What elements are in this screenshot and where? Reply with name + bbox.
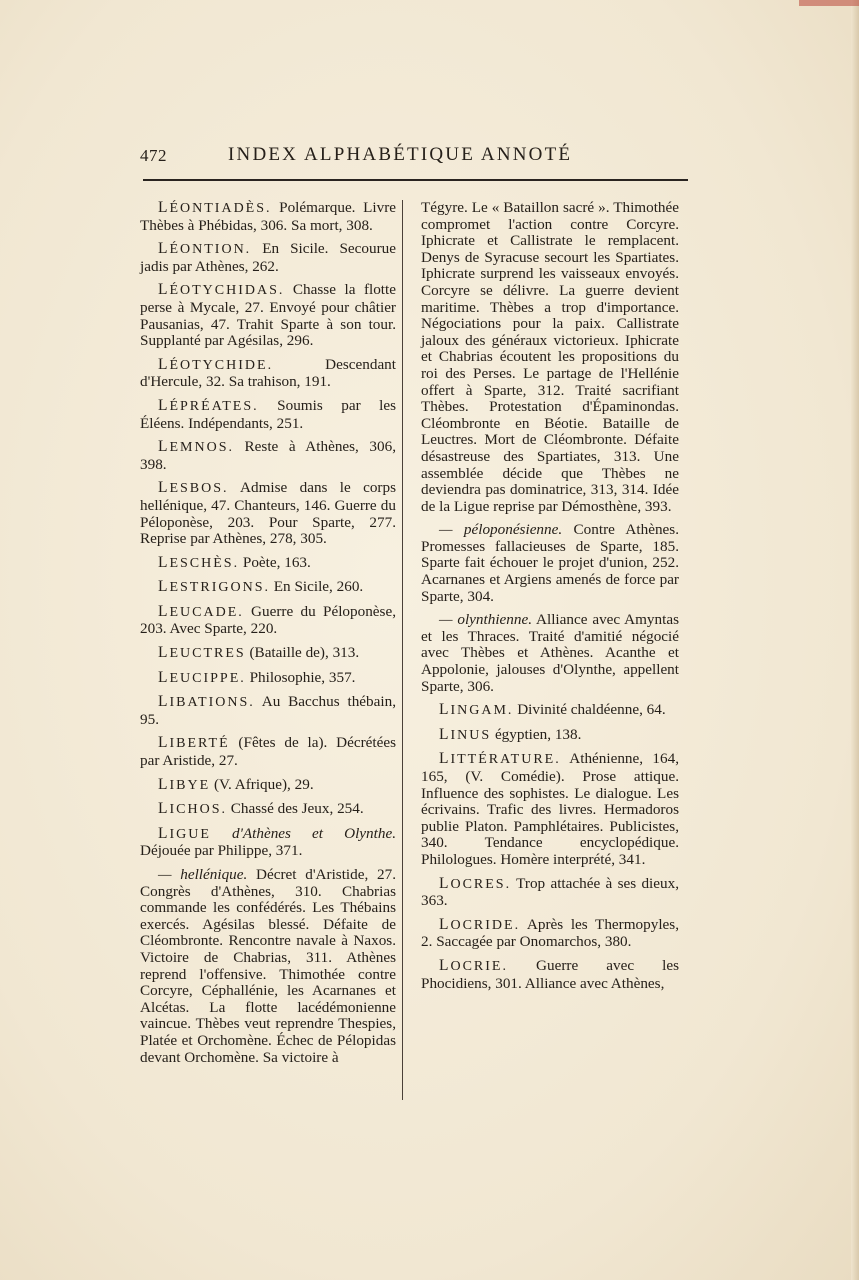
entry-headword: LEUCIPPE.	[158, 668, 246, 686]
index-entry	[421, 958, 679, 992]
index-entry	[140, 398, 396, 432]
entry-text: Décret d'Aristide, 27. Congrès d'Athènes, 310. Chabrias commande les confédérés. Les Thébains exercés. Agésilas blessé. Défaite de Cléombronte. Rencontre navale à Naxos. Victoire de Chabrias, 311. Athènes reprend l'offensive. Thimothée contre Corcyre, Céphallénie, les Acarnanes et Alcétas. La flotte lacédémonienne vaincue. Thèbes veut reprendre Thespies, Platée et Orchomène. Échec de Pélopidas devant Orchomène. Sa victoire à	[140, 866, 396, 1066]
index-entry	[140, 694, 396, 728]
entry-text: Trop attachée à ses dieux, 363.	[421, 874, 679, 910]
column-divider	[402, 200, 403, 1100]
entry-text: Athénienne, 164, 165, (V. Comédie). Prose attique. Influence des sophistes. Le dialogue. Les écrivains. Trafic des livres. Hermadoros publie Platon. Pamphlétaires. Publicistes, 340. Tendance encyclopédique. Philologues. Homère interprété, 341.	[421, 750, 679, 868]
entry-subhead: — péloponésienne.	[439, 521, 563, 539]
right-column	[421, 200, 679, 999]
index-entry	[140, 439, 396, 473]
index-entry	[140, 357, 396, 391]
left-column	[140, 200, 396, 1073]
entry-headword: LÉPRÉATES.	[158, 396, 259, 414]
index-entry	[140, 826, 396, 860]
corner-mark	[799, 0, 859, 6]
entry-headword: LESCHÈS.	[158, 553, 240, 571]
entry-text: Déjouée par Philippe, 371.	[140, 842, 303, 860]
entry-headword: LESTRIGONS.	[158, 578, 270, 596]
entry-text: Descendant d'Hercule, 32. Sa trahison, 191.	[140, 355, 396, 391]
index-entry	[421, 522, 679, 605]
index-entry	[421, 702, 679, 720]
entry-headword: LOCRES.	[439, 874, 512, 892]
entry-headword: LEUCADE.	[158, 602, 244, 620]
entry-text: Admise dans le corps hellénique, 47. Chanteurs, 146. Guerre du Péloponèse, 203. Pour Sparte, 277. Reprise par Athènes, 278, 305.	[140, 479, 396, 548]
entry-headword: LÉONTION.	[158, 240, 252, 258]
entry-subhead: d'Athènes et Olynthe.	[210, 824, 396, 842]
index-entry	[421, 727, 679, 745]
entry-headword: LIGUE	[158, 824, 211, 842]
entry-headword: LINUS	[439, 725, 492, 743]
index-entry	[140, 801, 396, 819]
page-number: 472	[140, 146, 167, 165]
index-entry	[421, 917, 679, 951]
index-entry	[140, 735, 396, 769]
entry-text: Reste à Athènes, 306, 398.	[140, 438, 396, 473]
page-header	[140, 144, 690, 174]
index-entry	[140, 480, 396, 547]
entry-headword: LESBOS.	[158, 479, 229, 497]
entry-text: Après les Thermopyles, 2. Saccagée par Onomarchos, 380.	[421, 915, 679, 951]
header-rule	[143, 179, 688, 181]
entry-headword: LINGAM.	[439, 701, 514, 719]
entry-headword: LÉOTYCHIDAS.	[158, 281, 285, 299]
entry-headword: LITTÉRATURE.	[439, 750, 561, 768]
page-edge	[851, 0, 859, 1280]
entry-text: En Sicile, 260.	[269, 578, 364, 596]
entry-headword: LÉOTYCHIDE.	[158, 355, 274, 373]
entry-text: (Fêtes de la). Décrétées par Aristide, 27.	[140, 734, 396, 770]
entry-text: Guerre avec les Phocidiens, 301. Alliance avec Athènes,	[421, 956, 679, 992]
index-entry	[140, 579, 396, 597]
entry-headword: LÉONTIADÈS.	[158, 199, 272, 216]
entry-text: Guerre du Péloponèse, 203. Avec Sparte, 220.	[140, 602, 396, 638]
entry-headword: LEUCTRES	[158, 644, 246, 662]
index-entry	[140, 555, 396, 573]
entry-text: Soumis par les Éléens. Indépendants, 251.	[140, 396, 396, 432]
entry-text: Poète, 163.	[239, 553, 311, 571]
index-entry	[140, 282, 396, 349]
entry-headword: LOCRIDE.	[439, 915, 521, 933]
entry-headword: LIBERTÉ	[158, 734, 230, 752]
index-entry	[421, 612, 679, 695]
index-entry	[140, 645, 396, 663]
running-title: INDEX ALPHABÉTIQUE ANNOTÉ	[228, 144, 573, 165]
entry-text: (V. Afrique), 29.	[210, 775, 314, 793]
index-entry	[140, 670, 396, 688]
index-entry	[140, 200, 396, 234]
entry-headword: LICHOS.	[158, 800, 227, 818]
entry-text: Contre Athènes. Promesses fallacieuses de Sparte, 185. Sparte fait échouer le projet d'union, 252. Acarnanes et Argiens amenés de force par Sparte, 304.	[421, 521, 679, 605]
index-entry	[140, 241, 396, 275]
entry-text: Philosophie, 357.	[245, 668, 356, 686]
entry-headword: LIBYE	[158, 775, 211, 793]
entry-text: En Sicile. Secourue jadis par Athènes, 262.	[140, 240, 396, 275]
entry-subhead: — olynthienne.	[439, 611, 533, 629]
entry-text: Alliance avec Amyntas et les Thraces. Traité d'amitié négocié avec Thèbes et Athènes. Acanthe et Appolonie, jalouses d'Olynthe, appellent Sparte, 306.	[421, 611, 679, 695]
entry-text: Tégyre. Le « Bataillon sacré ». Thimothée compromet l'action contre Corcyre. Iphicrate et Callistrate le remplacent. Denys de Syracuse secourt les Spartiates. Iphicrate surprend les vaisseaux envoyés. Corcyre se délivre. La guerre devient maritime. Thèbes a trop d'importance. Négociations pour la paix. Callistrate jaloux des généraux victorieux. Iphicrate et Chabrias écoutent les propositions du roi des Perses. Le partage de l'Hellénie offert à Sparte, 312. Traité sacrifiant Thèbes. Protestation d'Épaminondas. Cléombronte en Béotie. Bataille de Leuctres. Mort de Cléombronte. Défaite désastreuse des Spartiates, 313. Une assemblée décide que Thèbes ne deviendra pas dominatrice, 313, 314. Idée de la Ligue reprise par Démosthène, 393.	[421, 199, 679, 515]
entry-text: Chassé des Jeux, 254.	[226, 800, 364, 818]
entry-subhead: — hellénique.	[158, 866, 248, 883]
index-entry	[140, 867, 396, 1066]
entry-text: Polémarque. Livre Thèbes à Phébidas, 306. Sa mort, 308.	[140, 199, 396, 234]
entry-headword: LEMNOS.	[158, 438, 234, 456]
entry-text: Chasse la flotte perse à Mycale, 27. Envoyé pour châtier Pausanias, 47. Trahit Sparte à son tour. Supplanté par Agésilas, 296.	[140, 281, 396, 350]
index-entry	[140, 777, 396, 795]
entry-headword: LOCRIE.	[439, 956, 508, 974]
entry-text: égyptien, 138.	[491, 725, 582, 743]
entry-headword: LIBATIONS.	[158, 693, 255, 711]
index-entry	[421, 200, 679, 515]
index-entry	[421, 751, 679, 868]
index-entry	[140, 604, 396, 638]
entry-text: (Bataille de), 313.	[245, 644, 360, 662]
entry-text: Au Bacchus thébain, 95.	[140, 693, 396, 728]
entry-text: Divinité chaldéenne, 64.	[513, 701, 666, 719]
index-entry	[421, 876, 679, 910]
